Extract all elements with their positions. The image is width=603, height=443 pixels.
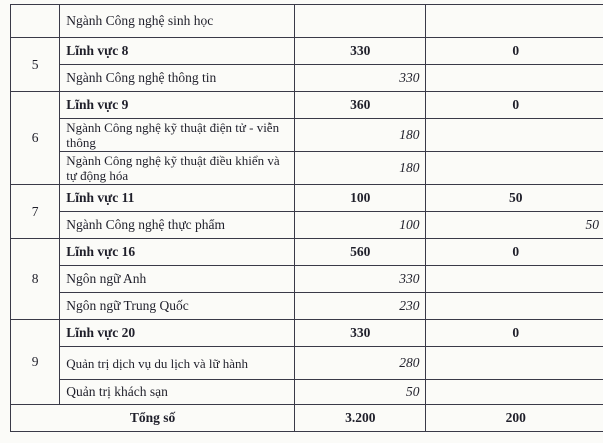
field-quota2: 0: [426, 38, 603, 65]
table-row: [11, 239, 603, 266]
table-row: [11, 212, 603, 239]
field-quota: 100: [295, 185, 426, 212]
field-quota: 330: [295, 320, 426, 347]
stt-cell: 7: [11, 185, 60, 239]
enrollment-table: [10, 4, 603, 432]
major-name: Ngành Công nghệ kỹ thuật điện tử - viễn thông: [60, 119, 295, 152]
major-quota: 230: [295, 293, 426, 320]
major-name: Ngành Công nghệ thực phẩm: [60, 212, 295, 239]
field-quota2: 0: [426, 320, 603, 347]
field-quota2: 0: [426, 92, 603, 119]
quota2-cell: [426, 152, 603, 185]
major-quota: 50: [295, 380, 426, 405]
total-quota2: 200: [426, 405, 603, 432]
major-name: Ngôn ngữ Trung Quốc: [60, 293, 295, 320]
field-quota2: 50: [426, 185, 603, 212]
major-name: Ngành Công nghệ sinh học: [60, 5, 295, 38]
major-name: Ngôn ngữ Anh: [60, 266, 295, 293]
table-row: [11, 119, 603, 152]
stt-cell: 5: [11, 38, 60, 92]
stt-cell: 8: [11, 239, 60, 320]
table-row: [11, 347, 603, 380]
major-quota: 180: [295, 152, 426, 185]
quota2-cell: [426, 347, 603, 380]
quota2-cell: [426, 5, 603, 38]
table-row: [11, 320, 603, 347]
quota2-cell: [426, 65, 603, 92]
total-row: [11, 405, 603, 432]
field-name: Lĩnh vực 8: [60, 38, 295, 65]
quota-cell: [295, 5, 426, 38]
table-row: [11, 152, 603, 185]
field-name: Lĩnh vực 11: [60, 185, 295, 212]
field-name: Lĩnh vực 9: [60, 92, 295, 119]
quota2-cell: [426, 380, 603, 405]
table-row: [11, 185, 603, 212]
field-quota: 560: [295, 239, 426, 266]
major-name: Ngành Công nghệ kỹ thuật điều khiển và tự động hóa: [60, 152, 295, 185]
field-name: Lĩnh vực 20: [60, 320, 295, 347]
total-quota: 3.200: [295, 405, 426, 432]
total-label: Tổng số: [11, 405, 295, 432]
stt-cell: [11, 5, 60, 38]
field-quota: 330: [295, 38, 426, 65]
stt-cell: 6: [11, 92, 60, 185]
quota2-cell: [426, 119, 603, 152]
table-row: [11, 266, 603, 293]
table-row: [11, 38, 603, 65]
major-quota: 100: [295, 212, 426, 239]
table-row: [11, 65, 603, 92]
field-quota: 360: [295, 92, 426, 119]
quota2-cell: [426, 293, 603, 320]
table-row: [11, 92, 603, 119]
major-name: Quản trị khách sạn: [60, 380, 295, 405]
quota2-cell: [426, 266, 603, 293]
field-name: Lĩnh vực 16: [60, 239, 295, 266]
major-quota: 180: [295, 119, 426, 152]
field-quota2: 0: [426, 239, 603, 266]
major-quota: 280: [295, 347, 426, 380]
stt-cell: 9: [11, 320, 60, 405]
major-name: Quản trị dịch vụ du lịch và lữ hành: [60, 347, 295, 380]
major-quota: 330: [295, 266, 426, 293]
major-name: Ngành Công nghệ thông tin: [60, 65, 295, 92]
major-quota2: 50: [426, 212, 603, 239]
major-quota: 330: [295, 65, 426, 92]
table-row: [11, 380, 603, 405]
table-row: [11, 293, 603, 320]
table-row: [11, 5, 603, 38]
